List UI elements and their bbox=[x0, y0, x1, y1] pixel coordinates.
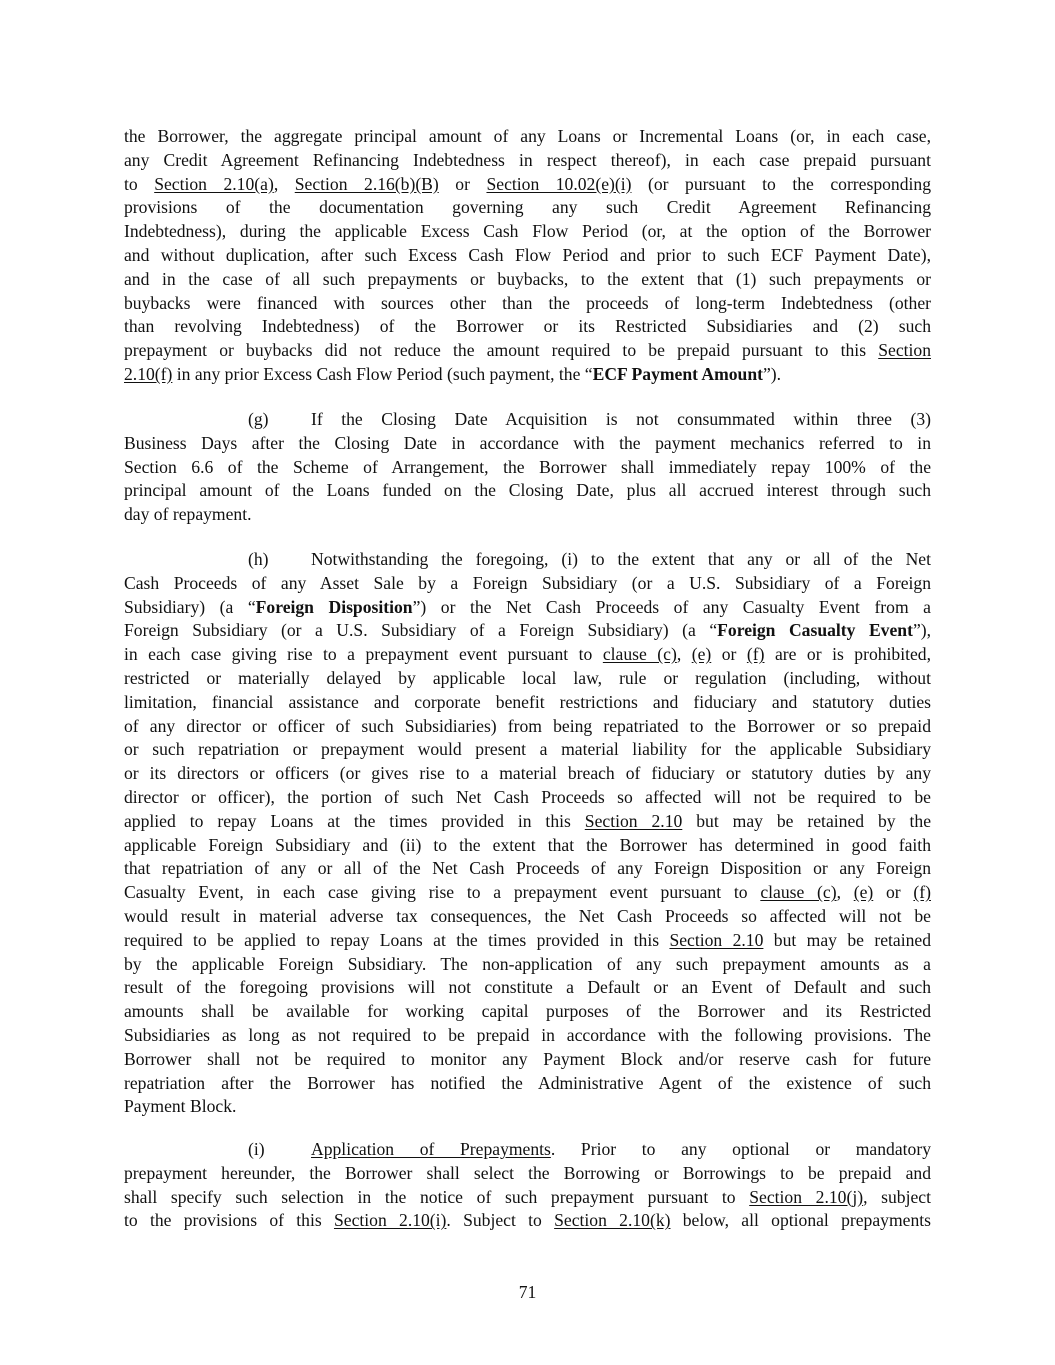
text-line bbox=[124, 715, 931, 739]
text-line bbox=[124, 456, 931, 480]
text-line bbox=[124, 1095, 931, 1119]
cross-reference: Application of Prepayments bbox=[311, 1139, 551, 1159]
text-segment: but may be retained by the bbox=[682, 810, 931, 831]
text-segment: in any prior Excess Cash Flow Period (such payment, the “ bbox=[172, 363, 593, 384]
defined-term: Foreign Disposition bbox=[255, 596, 413, 617]
text-segment: ”), bbox=[912, 620, 932, 641]
cross-reference: Section 2.10 bbox=[669, 929, 764, 950]
text-segment: director or officer), the portion of such Net Cash Proceeds so affected will not be required to be bbox=[124, 786, 931, 807]
text-line bbox=[124, 149, 931, 173]
text-segment: or bbox=[873, 882, 914, 903]
text-segment: repatriation after the Borrower has notified the Administrative Agent of the existence of such bbox=[124, 1072, 931, 1093]
text-segment: . Subject to bbox=[446, 1210, 555, 1231]
text-line bbox=[124, 881, 931, 905]
text-segment: applicable Foreign Subsidiary and (ii) to the extent that the Borrower has determined in good faith bbox=[124, 834, 931, 855]
text-line bbox=[124, 315, 931, 339]
clause-label: (h) bbox=[248, 549, 269, 569]
text-line bbox=[124, 339, 931, 363]
text-line bbox=[124, 479, 931, 503]
text-line bbox=[124, 762, 931, 786]
text-segment: than revolving Indebtedness) of the Borrower or its Restricted Subsidiaries and (2) such bbox=[124, 316, 931, 337]
text-segment: to the provisions of this bbox=[124, 1210, 334, 1231]
text-segment: , subject bbox=[863, 1186, 931, 1207]
text-line bbox=[124, 1048, 931, 1072]
text-segment: prepayment or buybacks did not reduce the amount required to be prepaid pursuant to this bbox=[124, 340, 879, 361]
text-segment: Borrower shall not be required to monitor any Payment Block and/or reserve cash for future bbox=[124, 1048, 931, 1069]
text-line bbox=[124, 1072, 931, 1096]
text-segment: day of repayment. bbox=[124, 504, 252, 525]
cross-reference: Section 2.10(j) bbox=[749, 1186, 864, 1207]
text-segment: would result in material adverse tax consequences, the Net Cash Proceeds so affected will not be bbox=[124, 905, 931, 926]
cross-reference: clause (c) bbox=[760, 882, 837, 903]
text-segment: principal amount of the Loans funded on the Closing Date, plus all accrued interest through such bbox=[124, 480, 931, 501]
text-segment: or bbox=[711, 644, 747, 665]
text-line bbox=[124, 1162, 931, 1186]
cross-reference: Section 2.10 bbox=[584, 810, 683, 831]
text-line bbox=[124, 572, 931, 596]
text-line bbox=[124, 220, 931, 244]
text-segment: are or is prohibited, bbox=[764, 644, 932, 665]
text-segment: in each case giving rise to a prepayment event pursuant to bbox=[124, 644, 603, 665]
text-line bbox=[124, 1000, 931, 1024]
text-segment: any Credit Agreement Refinancing Indebtedness in respect thereof), in each case prepaid pursuant bbox=[124, 149, 931, 170]
text-segment: to bbox=[124, 173, 155, 194]
text-segment: applied to repay Loans at the times provided in this bbox=[124, 810, 585, 831]
text-line bbox=[124, 619, 931, 643]
text-line bbox=[124, 786, 931, 810]
text-segment: Business Days after the Closing Date in accordance with the payment mechanics referred to in bbox=[124, 432, 931, 453]
text-segment: that repatriation of any or all of the Net Cash Proceeds of any Foreign Disposition or any Foreign bbox=[124, 858, 931, 879]
cross-reference: Section 10.02(e)(i) bbox=[486, 173, 632, 194]
cross-reference: Section 2.10(i) bbox=[333, 1210, 447, 1231]
cross-reference: (f) bbox=[746, 644, 765, 665]
text-segment: or its directors or officers (or gives rise to a material breach of fiduciary or statutory duties by any bbox=[124, 763, 931, 784]
text-line bbox=[124, 810, 931, 834]
text-segment: ”) or the Net Cash Proceeds of any Casualty Event from a bbox=[412, 596, 931, 617]
cross-reference: (f) bbox=[913, 882, 931, 903]
cross-reference: Section 2.10(k) bbox=[554, 1210, 671, 1231]
text-line bbox=[124, 691, 931, 715]
text-segment: Subsidiary) (a “ bbox=[124, 596, 256, 617]
text-segment: or such repatriation or prepayment would present a material liability for the applicable Subsidiary bbox=[124, 739, 931, 760]
text-segment: or bbox=[438, 173, 487, 194]
cross-reference: Section 2.10(a) bbox=[154, 173, 274, 194]
text-segment: Notwithstanding the foregoing, (i) to the extent that any or all of the Net bbox=[311, 549, 931, 569]
cross-reference: clause (c) bbox=[602, 644, 677, 665]
text-segment: ”). bbox=[763, 363, 782, 384]
cross-reference: (e) bbox=[853, 882, 874, 903]
text-segment: restricted or materially delayed by applicable local law, rule or regulation (including, without bbox=[124, 667, 931, 688]
text-segment: Payment Block. bbox=[124, 1096, 237, 1117]
text-line bbox=[124, 596, 931, 620]
cross-reference: Section bbox=[878, 340, 931, 361]
clause-text bbox=[311, 1138, 931, 1162]
paragraph-h bbox=[124, 548, 931, 1119]
text-line bbox=[124, 244, 931, 268]
text-line bbox=[124, 738, 931, 762]
text-segment: (or pursuant to the corresponding bbox=[631, 173, 931, 194]
text-segment: buybacks were financed with sources other than the proceeds of long-term Indebtedness (other bbox=[124, 292, 931, 313]
clause-text bbox=[311, 548, 931, 572]
text-segment: amounts shall be available for working capital purposes of the Borrower and its Restricted bbox=[124, 1001, 931, 1022]
text-segment: and without duplication, after such Excess Cash Flow Period and prior to such ECF Payment Date), bbox=[124, 244, 931, 265]
text-line bbox=[124, 125, 931, 149]
clause-label: (g) bbox=[248, 409, 269, 429]
clause-label: (i) bbox=[248, 1139, 265, 1159]
paragraph-i bbox=[124, 1138, 931, 1233]
cross-reference: (e) bbox=[691, 644, 712, 665]
text-segment: . Prior to any optional or mandatory bbox=[550, 1139, 931, 1159]
text-segment: but may be retained bbox=[763, 929, 931, 950]
text-segment: Section 6.6 of the Scheme of Arrangement, the Borrower shall immediately repay 100% of the bbox=[124, 456, 931, 477]
text-line bbox=[124, 1024, 931, 1048]
text-segment: of any director or officer of such Subsidiaries) from being repatriated to the Borrower or so prepaid bbox=[124, 715, 931, 736]
text-line bbox=[124, 548, 931, 572]
text-segment: result of the foregoing provisions will not constitute a Default or an Event of Default and such bbox=[124, 977, 931, 998]
text-line bbox=[124, 196, 931, 220]
cross-reference: 2.10(f) bbox=[124, 363, 173, 384]
text-segment: below, all optional prepayments bbox=[670, 1210, 931, 1231]
text-segment: , bbox=[676, 644, 692, 665]
text-segment: , bbox=[273, 173, 295, 194]
cross-reference: Section 2.16(b)(B) bbox=[294, 173, 439, 194]
text-segment: shall specify such selection in the notice of such prepayment pursuant to bbox=[124, 1186, 750, 1207]
text-line bbox=[124, 905, 931, 929]
text-segment: Subsidiaries as long as not required to be prepaid in accordance with the following provisions. The bbox=[124, 1024, 931, 1045]
text-line bbox=[124, 432, 931, 456]
text-line bbox=[124, 643, 931, 667]
text-line bbox=[124, 857, 931, 881]
text-line bbox=[124, 929, 931, 953]
text-segment: by the applicable Foreign Subsidiary. The non-application of any such prepayment amounts as a bbox=[124, 953, 931, 974]
text-line bbox=[124, 1209, 931, 1233]
text-line bbox=[124, 292, 931, 316]
clause-text bbox=[311, 408, 931, 432]
text-segment: , bbox=[836, 882, 854, 903]
text-segment: and in the case of all such prepayments or buybacks, to the extent that (1) such prepayments or bbox=[124, 268, 931, 289]
text-segment: Foreign Subsidiary (or a U.S. Subsidiary of a Foreign Subsidiary) (a “ bbox=[124, 620, 718, 641]
text-segment: prepayment hereunder, the Borrower shall select the Borrowing or Borrowings to be prepaid and bbox=[124, 1162, 931, 1183]
text-segment: provisions of the documentation governing any such Credit Agreement Refinancing bbox=[124, 197, 931, 218]
paragraph-f-continued bbox=[124, 125, 931, 387]
text-segment: the Borrower, the aggregate principal amount of any Loans or Incremental Loans (or, in each case, bbox=[124, 126, 931, 146]
defined-term: Foreign Casualty Event bbox=[717, 620, 913, 641]
text-segment: limitation, financial assistance and corporate benefit restrictions and fiduciary and statutory duties bbox=[124, 691, 931, 712]
text-segment: Cash Proceeds of any Asset Sale by a Foreign Subsidiary (or a U.S. Subsidiary of a Foreign bbox=[124, 572, 931, 593]
text-line bbox=[124, 1138, 931, 1162]
text-line bbox=[124, 268, 931, 292]
text-segment: Indebtedness), during the applicable Excess Cash Flow Period (or, at the option of the Borrower bbox=[124, 221, 931, 242]
paragraph-g bbox=[124, 408, 931, 527]
text-line bbox=[124, 976, 931, 1000]
text-line bbox=[124, 503, 931, 527]
text-segment: required to be applied to repay Loans at the times provided in this bbox=[124, 929, 670, 950]
defined-term: ECF Payment Amount bbox=[592, 363, 763, 384]
text-line bbox=[124, 408, 931, 432]
text-line bbox=[124, 953, 931, 977]
page-number: 71 bbox=[518, 1282, 537, 1302]
text-segment: Casualty Event, in each case giving rise to a prepayment event pursuant to bbox=[124, 882, 761, 903]
text-line bbox=[124, 173, 931, 197]
text-line bbox=[124, 1186, 931, 1210]
text-segment: If the Closing Date Acquisition is not consummated within three (3) bbox=[311, 409, 931, 429]
text-line bbox=[124, 363, 931, 387]
text-line bbox=[124, 667, 931, 691]
text-line bbox=[124, 834, 931, 858]
